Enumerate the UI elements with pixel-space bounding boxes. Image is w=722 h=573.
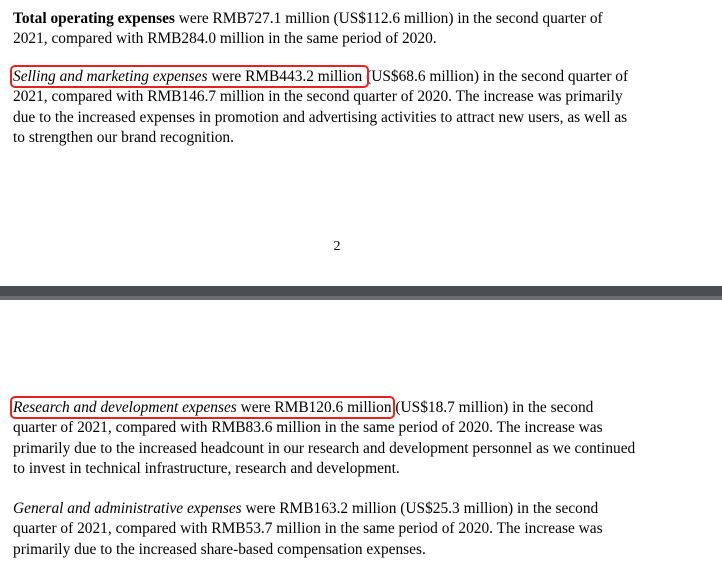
italic-lead-general-administrative: General and administrative expenses: [13, 500, 242, 517]
text-line: primarily due to the increased share-based compensation expenses.: [13, 540, 426, 558]
highlighted-value: were RMB443.2 million: [207, 68, 367, 85]
text-line: [13, 398, 713, 418]
highlight-box-selling-marketing: [13, 68, 366, 85]
text-line: to invest in technical infrastructure, research and development.: [13, 459, 400, 477]
paragraph-research-development-expenses: [13, 398, 713, 479]
paragraph-total-operating-expenses: [13, 9, 713, 50]
highlight-box-research-development: [13, 399, 392, 416]
text-line: quarter of 2021, compared with RMB53.7 million in the same period of 2020. The increase was: [13, 520, 603, 538]
text-line: primarily due to the increased headcount in our research and development personnel as we continued: [13, 439, 636, 457]
page-number: 2: [333, 239, 341, 254]
text-line: quarter of 2021, compared with RMB83.6 million in the same period of 2020. The increase was: [13, 419, 603, 437]
text-line: [13, 499, 713, 519]
page-separator: [0, 286, 722, 300]
italic-lead-research-development: Research and development expenses: [13, 399, 237, 416]
text-line: due to the increased expenses in promotion and advertising activities to attract new users, as well as: [13, 108, 628, 126]
highlighted-value: were RMB120.6 million: [236, 399, 392, 416]
text-run: (US$18.7 million) in the second: [391, 399, 594, 416]
paragraph-general-administrative-expenses: [13, 499, 713, 560]
text-run: were RMB163.2 million (US$25.3 million) in the second: [241, 500, 599, 517]
italic-lead-selling-marketing: Selling and marketing expenses: [13, 68, 208, 85]
text-run: (US$68.6 million) in the second quarter of: [366, 68, 629, 85]
text-line: 2021, compared with RMB284.0 million in the same period of 2020.: [13, 30, 437, 48]
text-line: to strengthen our brand recognition.: [13, 128, 234, 146]
text-line: [13, 9, 713, 29]
text-run: were RMB727.1 million (US$112.6 million) in the second quarter of: [174, 10, 603, 27]
paragraph-selling-marketing-expenses: [13, 67, 713, 148]
text-line: 2021, compared with RMB146.7 million in the second quarter of 2020. The increase was primarily: [13, 88, 623, 106]
document-page-2: [0, 0, 722, 286]
bold-lead-total-operating-expenses: Total operating expenses: [13, 10, 175, 27]
text-line: [13, 67, 713, 87]
